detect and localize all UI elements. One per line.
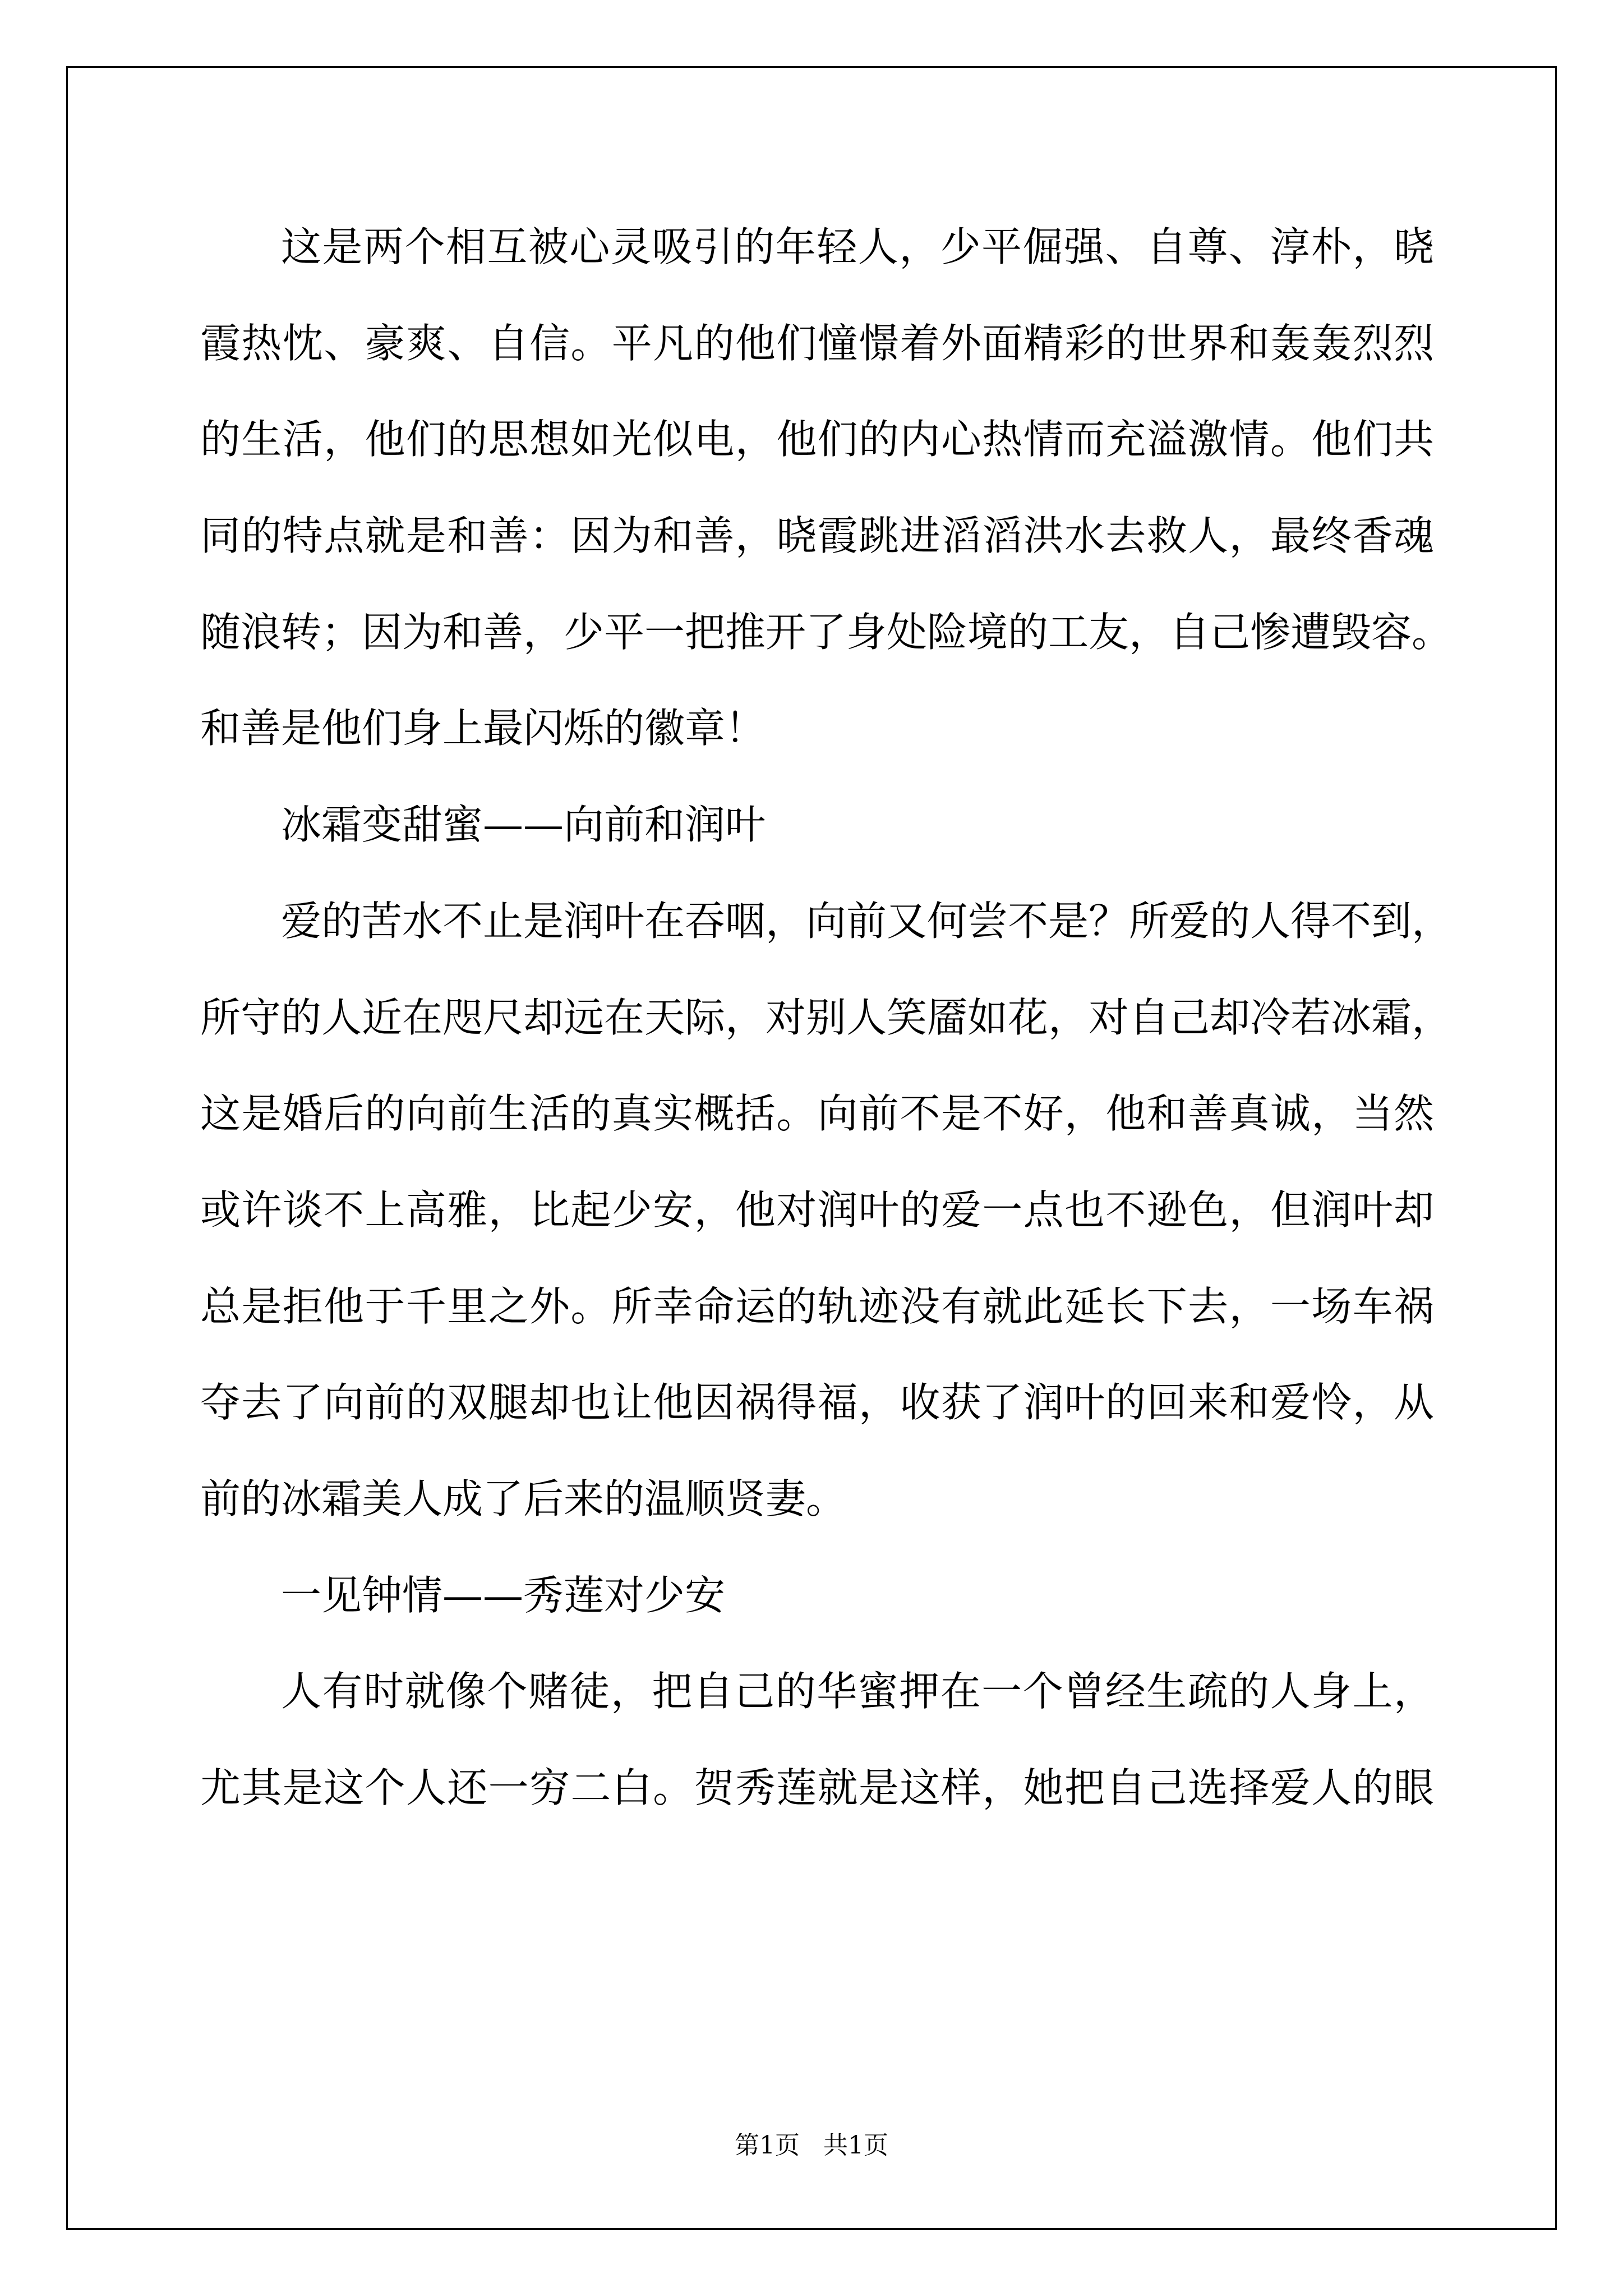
section-heading: 一见钟情——秀莲对少安	[281, 1571, 726, 1619]
paragraph-line: 前的冰霜美人成了后来的温顺贤妻。	[200, 1475, 847, 1522]
paragraph-line: 同的特点就是和善：因为和善，晓霞跳进滔滔洪水去救人，最终香魂	[200, 512, 1434, 560]
paragraph-line: 或许谈不上高雅，比起少安，他对润叶的爱一点也不逊色，但润叶却	[200, 1186, 1434, 1234]
paragraph-line: 人有时就像个赌徒，把自己的华蜜押在一个曾经生疏的人身上，	[281, 1668, 1434, 1715]
paragraph-line: 霞热忱、豪爽、自信。平凡的他们憧憬着外面精彩的世界和轰轰烈烈	[200, 319, 1434, 367]
paragraph-line: 这是婚后的向前生活的真实概括。向前不是不好，他和善真诚，当然	[200, 1090, 1434, 1138]
paragraph-line: 的生活，他们的思想如光似电，他们的内心热情而充溢激情。他们共	[200, 416, 1434, 463]
section-heading: 冰霜变甜蜜——向前和润叶	[281, 801, 766, 849]
document-body	[200, 213, 1453, 1851]
paragraph-line: 随浪转；因为和善，少平一把推开了身处险境的工友，自己惨遭毁容。	[200, 608, 1453, 656]
paragraph-line: 爱的苦水不止是润叶在吞咽，向前又何尝不是？所爱的人得不到，	[281, 897, 1453, 945]
paragraph-line: 所守的人近在咫尺却远在天际，对别人笑靥如花，对自己却冷若冰霜，	[200, 993, 1453, 1041]
paragraph-line: 尤其是这个人还一穷二白。贺秀莲就是这样，她把自己选择爱人的眼	[200, 1764, 1434, 1811]
page-number: 第1页 共1页	[735, 2131, 888, 2160]
paragraph-line: 这是两个相互被心灵吸引的年轻人，少平倔强、自尊、淳朴，晓	[281, 223, 1434, 270]
paragraph-line: 和善是他们身上最闪烁的徽章！	[200, 705, 766, 752]
paragraph-line: 夺去了向前的双腿却也让他因祸得福，收获了润叶的回来和爱怜，从	[200, 1379, 1434, 1427]
paragraph-line: 总是拒他于千里之外。所幸命运的轨迹没有就此延长下去，一场车祸	[200, 1282, 1434, 1330]
